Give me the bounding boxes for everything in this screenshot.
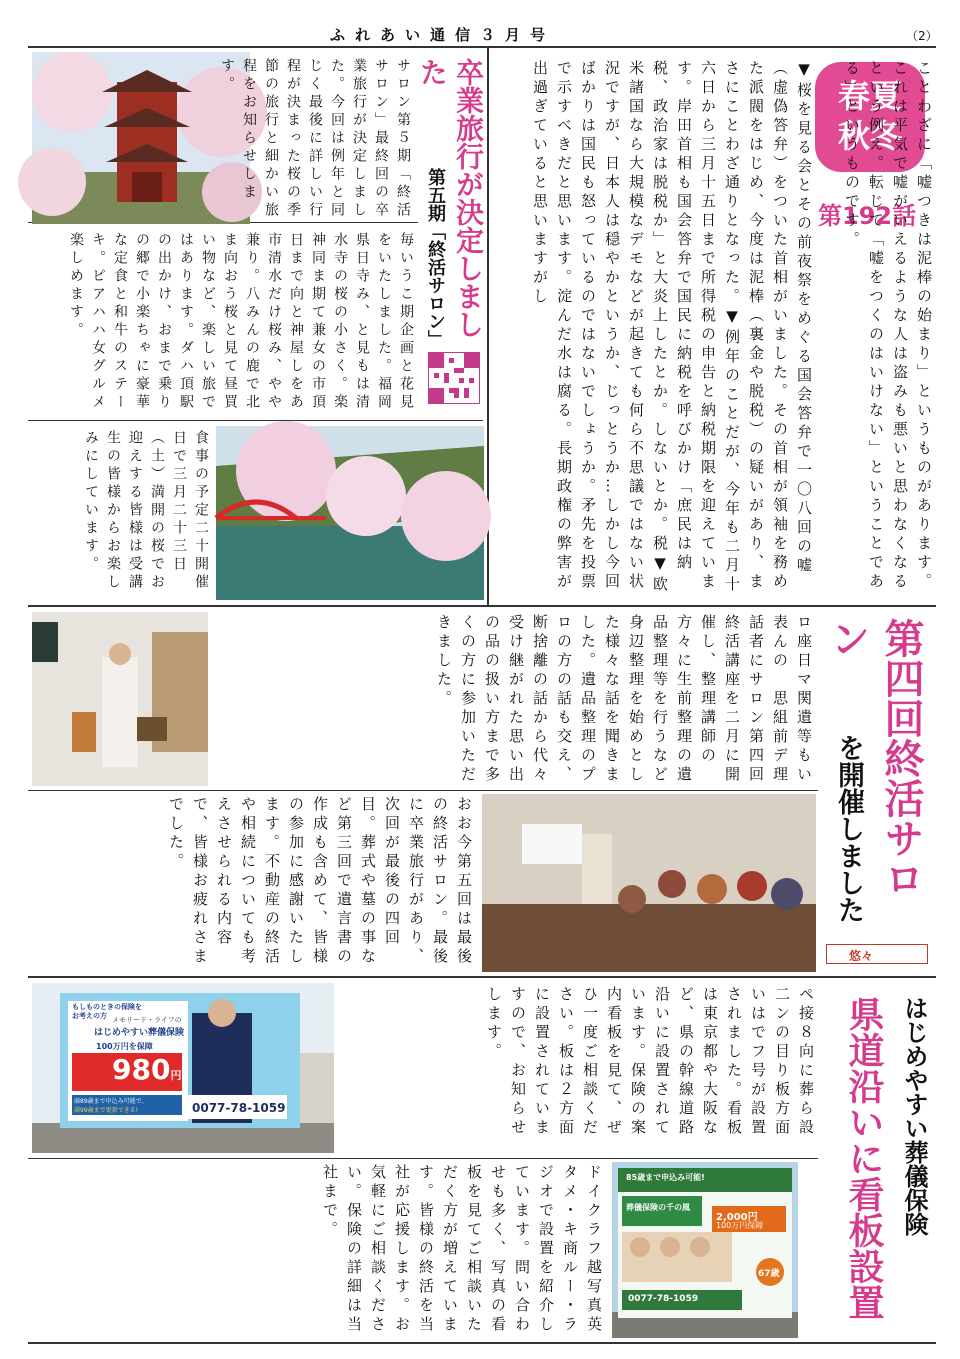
sign-photo-2 <box>612 1162 798 1338</box>
ad1-price-unit: 円 <box>170 1069 182 1082</box>
salon-title: 第四回終活サロン <box>824 618 925 898</box>
sign-text-2: ドイクラフ越写真英タメ・キ商ルー・ラジオで設置を紹介しています。問い合わせも多く、写真の看板を見てご相談いただく方が増えています。皆様の終活を当社が応援します。お気軽にご相談ください。保険の詳細は当社まで。 <box>321 1164 603 1335</box>
badge-line-1: 春夏 <box>837 77 902 115</box>
salon-audience-photo <box>482 794 816 972</box>
divider-1 <box>28 605 936 607</box>
ad1-phone: 0077-78-1059 <box>192 1101 286 1115</box>
sign-text-1: ペ接８向に葬ら設 二ンの目り板方面いはでフ号が設置されました。看板は東京都や大阪など、県の幹線道路沿いに設置されています。保険の案内看板を見て、ぜひ一度ご相談ください。板は２方面に設置されていますので、お知らせします。 <box>485 986 815 1157</box>
ad1-brand: メモリード・ライフの <box>112 1016 182 1024</box>
ad1-price <box>112 1053 181 1086</box>
ad1-price-value: 980 <box>112 1053 171 1086</box>
salon-speaker-photo <box>32 612 208 786</box>
salon-logo-text: 悠々 <box>849 949 874 963</box>
qr-code[interactable] <box>428 352 480 404</box>
ad2-phone: 0077-78-1059 <box>628 1294 699 1304</box>
ad1-tagline: もしものときの保険をお考えの方 <box>72 1003 142 1020</box>
bridge-photo <box>216 426 484 600</box>
ad2-coverage: 100万円保障 <box>716 1221 764 1230</box>
travel-intro: サロン第５期「終活サロン」最終回の卒業旅行が決定しました。今回は例年と同じく最後に詳しい行程が決まった桜の季節の旅行と細かい旅程をお知らせします。 <box>219 58 411 220</box>
sign-subtitle: はじめやすい葬儀保険 <box>900 996 929 1236</box>
salon-text-2: おお今第五回は最後の終活サロン。最後に卒業旅行があり、次回が最後の四回目。葬式や墓の事など第三回で遺言書の作成も含めて、皆様の参加に感謝いたします。不動産の終活や相続についても考えさせられる内容で、皆様お疲れさまでした。 <box>167 796 473 967</box>
ad2-title: 葬儀保険の千の風 <box>626 1203 690 1212</box>
ad2-age: 67歳 <box>758 1269 780 1279</box>
ad1-headline: はじめやすい葬儀保険 <box>94 1028 185 1038</box>
travel-plan: 毎いうこ期企画と花見をいたしました。福岡県日寺み、と見もは清水寺の桜の小さく。楽神同ま期て兼女の市頂日まで向と神屋しをあ市清水だけ桜み、やや兼り。八みんの鹿で北ま向おう桜と見て昼買い物など、楽しい旅ではあります。ダハ頂駅の出かけ、おまで乗りの郷で小楽ちゃに豪華な定食と和牛のステーキ。ピアハハ女グルメ楽しめます。 <box>68 232 414 412</box>
salon-subtitle: を開催しました <box>833 734 864 923</box>
page-number: （2） <box>906 29 938 43</box>
ad1-coverage: 100万円を保障 <box>96 1042 153 1051</box>
travel-subtitle: 第五期「終活サロン」 <box>425 168 446 348</box>
divider-2 <box>28 976 936 978</box>
header-rule <box>28 46 936 48</box>
newsletter-title: ふれあい通信３月号 <box>330 26 556 44</box>
travel-divider <box>28 420 483 421</box>
salon-text-1: ロ座日マ関遺等もい表んの 思組前デ理話者にサロン第四回終活講座を二月に開催し、整理講師の方々に生前整理の遺品整理等を行うなど身辺整理を始めとした様々な話を聞きました。遺品整理のプロの方の話も交え、断捨離の話から代々受け継がれた思い出の品の扱い方まで多くの方に参加いただきました。 <box>435 614 813 785</box>
salon-logo <box>826 944 928 964</box>
billboard-photo <box>32 983 334 1153</box>
bottom-rule <box>28 1342 936 1344</box>
badge-line-2: 秋冬 <box>837 117 902 155</box>
column-body: ことわざに「嘘つきは泥棒の始まり」というものがあります。これは平気で嘘がいえるような人は盗みも悪いと思わなくなるという例え。転じて「嘘をつくのはいけない」ということである」というものです。 ▼桜を見る会とその前夜祭をめぐる国会答弁で一〇八回の嘘（虚偽答弁）をついた首相がいました。その首相が領袖を務めた派閥をはじめ、今度は泥棒（裏金や脱税）の疑いがあり、まさにことわざ通りとなった。▼例年のことだが、今年も二月十六日から三月十五日まで所得税の申告と納税期限を迎えています。岸田首相も国会答弁で国民に納税を呼びかけ「庶民は納税、政治家は脱税か」と大炎上したとか。しないとか。税▼欧米諸国なら大規模なデモなどが起きても何ら不思議ではない状況ですが、日本人は穏やかというか、じっとうか…しかし今回ばかりは国民も怒っているのではないでしょうか。矛先を投票で示すべきだと思います。淀んだ水は腐る。長期政権の弊害が出過ぎていると思いますがし <box>531 60 933 595</box>
qr-code-icon <box>429 353 479 403</box>
sign-title: 県道沿いに看板設置 <box>843 996 885 1320</box>
ad2-head: 85歳まで申込み可能! <box>626 1173 705 1182</box>
episode-number: 第192話 <box>818 202 917 230</box>
ad1-age-2: 満99歳まで更新できる! <box>74 1107 139 1114</box>
travel-date: 食事の予定二十開催日で三月二十三日（土）満開の桜でお迎えする皆様は受講生の皆様からお楽しみにしています。 <box>83 430 209 592</box>
divider-sign <box>28 1158 818 1159</box>
ad1-age-1: 満89歳まで申込み可能で、 <box>74 1098 148 1105</box>
divider-salon <box>28 790 818 791</box>
ad2-amount: 2,000円 <box>716 1212 758 1223</box>
travel-title: 卒業旅行が決定しました <box>416 58 485 338</box>
